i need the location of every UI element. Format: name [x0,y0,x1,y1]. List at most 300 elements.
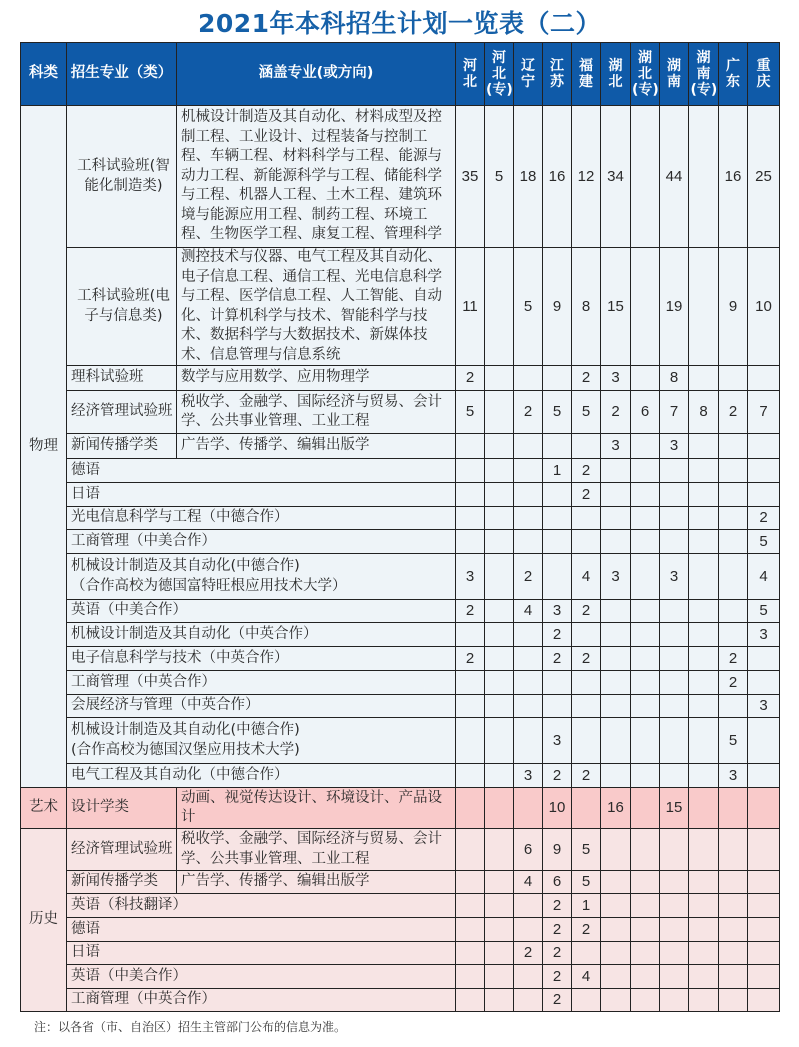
major-cell: 会展经济与管理（中英合作） [67,695,456,718]
major-cell: 新闻传播学类 [67,434,177,459]
quota-cell [543,671,572,695]
quota-cell [660,918,689,942]
quota-cell: 25 [748,106,780,248]
quota-cell [631,788,660,829]
quota-cell [601,989,631,1012]
quota-cell [631,718,660,764]
quota-cell [514,671,543,695]
major-cell: 理科试验班 [67,366,177,391]
quota-cell [631,671,660,695]
quota-cell [456,695,485,718]
quota-cell [601,695,631,718]
table-row [21,483,780,507]
quota-cell [572,434,601,459]
table-row [21,554,780,600]
quota-cell [689,106,719,248]
header-province [748,43,780,106]
quota-cell: 2 [572,764,601,788]
quota-cell [748,764,780,788]
header-coverage: 涵盖专业(或方向) [177,43,456,106]
header-province [572,43,601,106]
quota-cell [660,600,689,623]
quota-cell [689,764,719,788]
quota-cell [631,106,660,248]
table-row [21,459,780,483]
quota-cell: 8 [689,391,719,434]
quota-cell [514,434,543,459]
quota-cell: 2 [572,366,601,391]
quota-cell: 3 [601,554,631,600]
coverage-cell: 广告学、传播学、编辑出版学 [177,434,456,459]
quota-cell: 2 [543,764,572,788]
quota-cell: 10 [543,788,572,829]
quota-cell: 5 [485,106,514,248]
coverage-cell: 数学与应用数学、应用物理学 [177,366,456,391]
quota-cell [660,647,689,671]
quota-cell [748,434,780,459]
quota-cell [514,507,543,530]
quota-cell [660,459,689,483]
quota-cell: 18 [514,106,543,248]
quota-cell [456,788,485,829]
major-cell: 英语（科技翻译） [67,894,456,918]
quota-cell: 5 [748,600,780,623]
quota-cell [601,942,631,965]
quota-cell: 5 [572,829,601,871]
quota-cell [572,942,601,965]
quota-cell [543,507,572,530]
quota-cell: 2 [719,391,748,434]
header-province [543,43,572,106]
quota-cell [601,530,631,554]
quota-cell [601,871,631,894]
header-category: 科类 [21,43,67,106]
category-cell: 物理 [21,106,67,788]
quota-cell [514,718,543,764]
major-cell: 机械设计制造及其自动化（中英合作） [67,623,456,647]
table-row [21,695,780,718]
quota-cell: 2 [543,965,572,989]
quota-cell [485,829,514,871]
quota-cell [485,695,514,718]
quota-cell [572,718,601,764]
quota-cell [543,366,572,391]
quota-cell: 2 [514,942,543,965]
header-province [514,43,543,106]
quota-cell: 3 [601,366,631,391]
quota-cell: 6 [514,829,543,871]
quota-cell [485,965,514,989]
quota-cell: 5 [456,391,485,434]
table-row [21,366,780,391]
quota-cell [689,507,719,530]
quota-cell: 5 [543,391,572,434]
quota-cell [485,942,514,965]
quota-cell [660,829,689,871]
quota-cell [485,623,514,647]
quota-cell [456,942,485,965]
quota-cell: 3 [543,718,572,764]
quota-cell [660,623,689,647]
major-cell: 经济管理试验班 [67,829,177,871]
quota-cell [543,483,572,507]
quota-cell [485,391,514,434]
header-province-label: 湖南 [667,58,681,90]
quota-cell [719,788,748,829]
quota-cell [719,507,748,530]
quota-cell: 16 [601,788,631,829]
header-province [485,43,514,106]
table-row [21,647,780,671]
quota-cell [748,788,780,829]
quota-cell [660,764,689,788]
quota-cell [485,894,514,918]
quota-cell [689,600,719,623]
quota-cell [572,530,601,554]
header-province [601,43,631,106]
quota-cell [631,695,660,718]
table-row [21,989,780,1012]
quota-cell [485,647,514,671]
coverage-cell: 测控技术与仪器、电气工程及其自动化、电子信息工程、通信工程、光电信息科学与工程、医学信息工程、人工智能、自动化、计算机科学与技术、智能科学与技术、数据科学与大数据技术、新媒体技术、信息管理与信息系统 [177,248,456,366]
quota-cell [719,483,748,507]
quota-cell [514,788,543,829]
quota-cell: 4 [748,554,780,600]
quota-cell: 3 [748,695,780,718]
header-province-label: 福建 [579,58,593,90]
quota-cell [514,623,543,647]
quota-cell: 2 [543,942,572,965]
table-row [21,965,780,989]
quota-cell [514,459,543,483]
quota-cell [689,647,719,671]
major-cell: 新闻传播学类 [67,871,177,894]
quota-cell [689,671,719,695]
quota-cell [689,989,719,1012]
table-row [21,106,780,248]
quota-cell: 5 [514,248,543,366]
quota-cell [456,871,485,894]
table-row [21,507,780,530]
quota-cell: 4 [514,600,543,623]
quota-cell [601,764,631,788]
quota-cell: 16 [719,106,748,248]
quota-cell [631,434,660,459]
quota-cell [689,965,719,989]
quota-cell [689,623,719,647]
quota-cell: 15 [601,248,631,366]
header-province [631,43,660,106]
quota-cell: 6 [631,391,660,434]
quota-cell [456,507,485,530]
table-row [21,248,780,366]
quota-cell: 5 [572,391,601,434]
header-province-label: 湖北(专) [632,50,659,98]
quota-cell [485,871,514,894]
quota-cell [514,918,543,942]
quota-cell [631,248,660,366]
major-cell: 英语（中美合作） [67,965,456,989]
header-province-label: 广东 [726,58,740,90]
quota-cell [543,434,572,459]
quota-cell [660,942,689,965]
header-province-label: 湖北 [608,58,623,90]
quota-cell [456,764,485,788]
quota-cell [601,894,631,918]
header-province [456,43,485,106]
quota-cell [631,600,660,623]
quota-cell [572,671,601,695]
quota-cell [719,942,748,965]
quota-cell [689,894,719,918]
quota-cell [601,965,631,989]
quota-cell [456,434,485,459]
quota-cell [689,248,719,366]
header-province-label: 重庆 [756,58,771,90]
major-cell: 电气工程及其自动化（中德合作） [67,764,456,788]
quota-cell [485,989,514,1012]
quota-cell: 3 [660,434,689,459]
quota-cell: 7 [748,391,780,434]
quota-cell [660,965,689,989]
quota-cell: 35 [456,106,485,248]
major-cell: 日语 [67,942,456,965]
quota-cell [485,600,514,623]
quota-cell [485,530,514,554]
quota-cell [631,507,660,530]
quota-cell [456,459,485,483]
major-cell: 电子信息科学与技术（中英合作） [67,647,456,671]
quota-cell [631,554,660,600]
footnote: 注：以各省（市、自治区）招生主管部门公布的信息为准。 [34,1020,347,1034]
quota-cell [748,918,780,942]
quota-cell: 2 [748,507,780,530]
quota-cell [660,695,689,718]
quota-cell: 2 [719,671,748,695]
quota-cell: 1 [543,459,572,483]
table-row [21,942,780,965]
quota-cell [719,871,748,894]
major-cell: 英语（中美合作） [67,600,456,623]
quota-cell [631,942,660,965]
quota-cell [572,695,601,718]
quota-cell [601,483,631,507]
quota-cell [456,965,485,989]
quota-cell [748,829,780,871]
header-province [719,43,748,106]
quota-cell [601,718,631,764]
quota-cell [689,459,719,483]
quota-cell [514,965,543,989]
quota-cell: 2 [601,391,631,434]
quota-cell: 7 [660,391,689,434]
quota-cell [601,829,631,871]
quota-cell: 3 [601,434,631,459]
quota-cell: 3 [543,600,572,623]
quota-cell: 8 [572,248,601,366]
table-row [21,788,780,829]
quota-cell: 2 [719,647,748,671]
table-row [21,918,780,942]
quota-cell: 2 [572,918,601,942]
quota-cell [543,695,572,718]
quota-cell [631,871,660,894]
quota-cell [572,989,601,1012]
quota-cell [719,894,748,918]
quota-cell [456,718,485,764]
quota-cell [719,829,748,871]
major-cell: 德语 [67,918,456,942]
quota-cell [719,554,748,600]
quota-cell: 2 [572,459,601,483]
quota-cell [660,894,689,918]
quota-cell [748,894,780,918]
quota-cell: 2 [572,600,601,623]
quota-cell [660,530,689,554]
quota-cell [689,718,719,764]
table-row [21,894,780,918]
header-province [660,43,689,106]
table-row [21,530,780,554]
major-cell: 机械设计制造及其自动化(中德合作) (合作高校为德国汉堡应用技术大学) [67,718,456,764]
quota-cell [748,483,780,507]
quota-cell [631,459,660,483]
quota-cell: 3 [719,764,748,788]
quota-cell [572,788,601,829]
quota-cell: 2 [543,647,572,671]
quota-cell [631,829,660,871]
quota-cell [719,530,748,554]
quota-cell: 2 [456,366,485,391]
quota-cell [748,942,780,965]
quota-cell [719,965,748,989]
quota-cell [689,554,719,600]
quota-cell [485,459,514,483]
table-row [21,671,780,695]
quota-cell [485,918,514,942]
quota-cell [719,989,748,1012]
quota-cell [748,871,780,894]
quota-cell: 2 [543,989,572,1012]
enrollment-plan-table [20,42,780,1012]
quota-cell [572,507,601,530]
major-cell: 光电信息科学与工程（中德合作） [67,507,456,530]
coverage-cell: 税收学、金融学、国际经济与贸易、会计学、公共事业管理、工业工程 [177,829,456,871]
quota-cell [514,366,543,391]
quota-cell [689,530,719,554]
table-row [21,600,780,623]
quota-cell [601,507,631,530]
quota-cell [660,483,689,507]
quota-cell [543,530,572,554]
quota-cell [748,671,780,695]
quota-cell [485,483,514,507]
major-cell: 经济管理试验班 [67,391,177,434]
quota-cell [601,600,631,623]
quota-cell [748,647,780,671]
quota-cell [719,366,748,391]
quota-cell: 2 [543,918,572,942]
quota-cell [514,695,543,718]
quota-cell [631,366,660,391]
quota-cell [601,671,631,695]
quota-cell: 11 [456,248,485,366]
major-cell: 德语 [67,459,456,483]
quota-cell: 19 [660,248,689,366]
header-province-label: 江苏 [550,58,564,90]
quota-cell [601,459,631,483]
quota-cell [631,918,660,942]
quota-cell: 9 [719,248,748,366]
quota-cell [748,366,780,391]
quota-cell: 9 [543,248,572,366]
quota-cell [543,554,572,600]
quota-cell [456,530,485,554]
quota-cell [689,942,719,965]
quota-cell [689,918,719,942]
quota-cell [601,918,631,942]
quota-cell [514,483,543,507]
quota-cell [719,623,748,647]
header-province-label: 河北 [463,58,477,90]
table-row [21,764,780,788]
table-row [21,391,780,434]
table-row [21,434,780,459]
quota-cell: 5 [572,871,601,894]
header-province-label: 湖南(专) [690,50,718,98]
quota-cell: 8 [660,366,689,391]
quota-cell [485,554,514,600]
page-title: 2021年本科招生计划一览表（二） [197,9,602,38]
quota-cell [689,366,719,391]
quota-cell: 2 [514,391,543,434]
quota-cell [660,507,689,530]
quota-cell [456,483,485,507]
quota-cell [601,647,631,671]
major-cell: 设计学类 [67,788,177,829]
quota-cell: 3 [456,554,485,600]
quota-cell: 2 [456,600,485,623]
quota-cell [485,366,514,391]
quota-cell [456,918,485,942]
quota-cell [631,764,660,788]
major-cell: 工科试验班(智能化制造类) [67,106,177,248]
quota-cell: 1 [572,894,601,918]
header-province-label: 辽宁 [521,58,535,90]
table-row [21,871,780,894]
quota-cell [456,623,485,647]
quota-cell [514,647,543,671]
quota-cell: 2 [514,554,543,600]
coverage-cell: 广告学、传播学、编辑出版学 [177,871,456,894]
quota-cell: 44 [660,106,689,248]
quota-cell [689,483,719,507]
quota-cell: 4 [514,871,543,894]
quota-cell [719,459,748,483]
quota-cell: 5 [719,718,748,764]
quota-cell [485,434,514,459]
quota-cell: 2 [543,623,572,647]
coverage-cell: 动画、视觉传达设计、环境设计、产品设计 [177,788,456,829]
coverage-cell: 机械设计制造及其自动化、材料成型及控制工程、工业设计、过程装备与控制工程、车辆工程、材料科学与工程、能源与动力工程、新能源科学与工程、储能科学与工程、机器人工程、土木工程、建筑环境与能源应用工程、制药工程、环境工程、生物医学工程、康复工程、管理科学 [177,106,456,248]
quota-cell: 34 [601,106,631,248]
quota-cell: 4 [572,554,601,600]
quota-cell [631,623,660,647]
quota-cell [689,788,719,829]
table-row [21,829,780,871]
quota-cell [748,718,780,764]
quota-cell: 3 [748,623,780,647]
